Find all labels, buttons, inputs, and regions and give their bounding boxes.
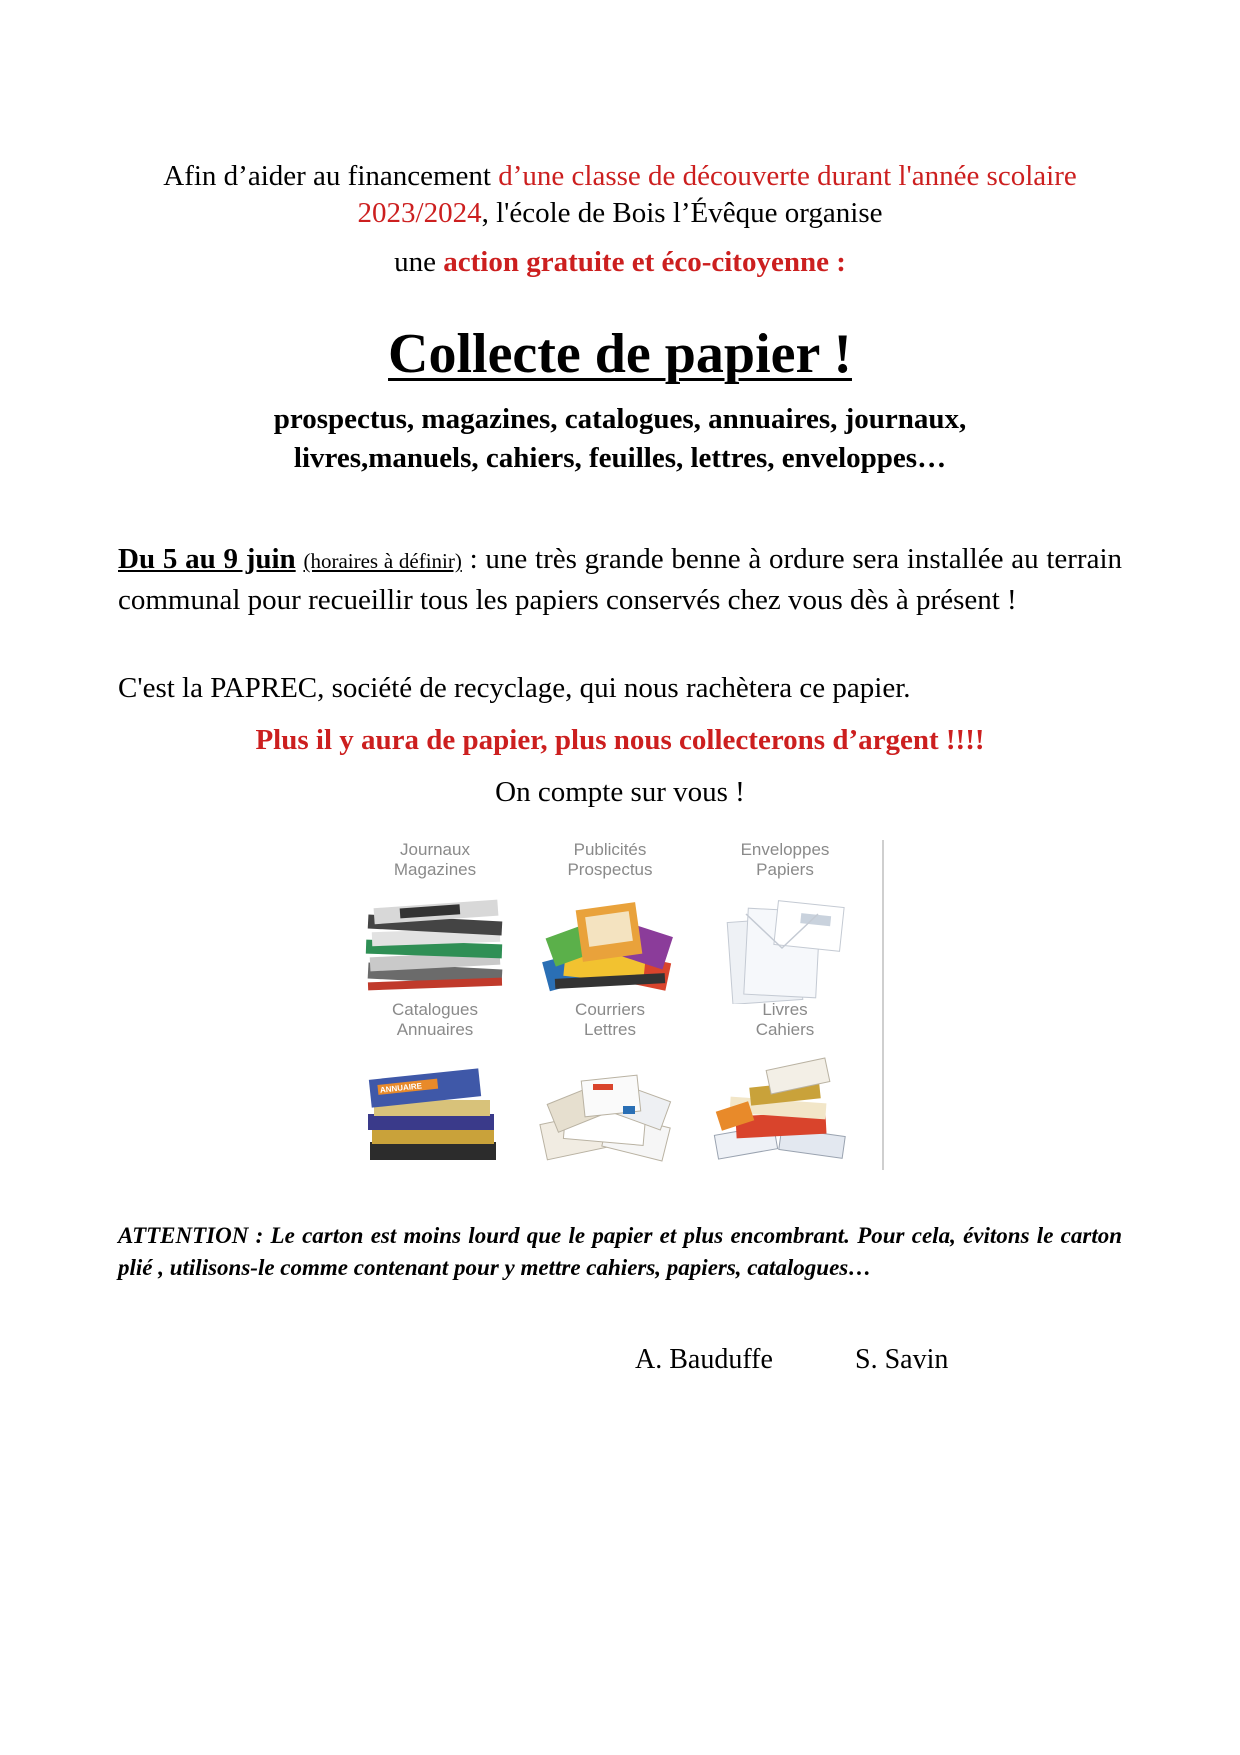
category-journaux (350, 840, 520, 1010)
category-label-line2: Lettres (584, 1020, 636, 1039)
attention-text: Le carton est moins lourd que le papier et plus encombrant. Pour cela, évitons le carton plié , utilisons-le comme contenant pour y mettre cahiers, papiers, catalogues… (118, 1223, 1123, 1280)
category-label-line1: Publicités (573, 840, 647, 859)
category-enveloppes (700, 840, 870, 1010)
event-text: : une très grande benne à ordure sera installée au terrain communal pour recueillir tous les papiers conservés chez vous dès à présent ! (118, 543, 1123, 616)
category-label (525, 1000, 695, 1040)
paprec-text: C'est la PAPREC, société de recyclage, qui nous rachètera ce papier. (118, 672, 911, 704)
encouragement-text: On compte sur vous ! (495, 776, 745, 808)
paper-types-list (120, 400, 1120, 478)
category-label-line1: Courriers (575, 1000, 645, 1019)
intro-action-highlight: action gratuite et éco-citoyenne : (443, 246, 846, 278)
catalogues-stack-icon (360, 1044, 510, 1174)
category-label (700, 1000, 870, 1040)
intro-line3 (120, 244, 1120, 281)
signature-savin: S. Savin (855, 1344, 949, 1375)
category-label (350, 840, 520, 880)
page-title: Collecte de papier ! (388, 323, 852, 385)
intro-line3-prefix: une (394, 246, 444, 278)
annuaire-label: ANNUAIRE (379, 1081, 423, 1095)
newspaper-stack-icon (360, 884, 510, 1004)
category-label-line1: Journaux (400, 840, 470, 859)
intro-highlight: d’une classe de découverte durant l'année scolaire 2023/2024 (357, 160, 1077, 229)
paper-categories-grid (350, 840, 880, 1170)
category-label (350, 1000, 520, 1040)
flyers-pile-icon (535, 884, 685, 1004)
category-label (525, 840, 695, 880)
category-label-line2: Cahiers (755, 1020, 815, 1039)
category-label (700, 840, 870, 880)
category-label-line2: Annuaires (396, 1020, 474, 1039)
category-label-line2: Magazines (393, 860, 477, 879)
category-catalogues (350, 1000, 520, 1170)
attention-label: ATTENTION : (118, 1223, 264, 1248)
event-date: Du 5 au 9 juin (118, 543, 296, 575)
category-label-line1: Livres (762, 1000, 808, 1019)
envelopes-icon (710, 884, 860, 1004)
category-label-line2: Prospectus (567, 860, 653, 879)
books-notebooks-icon (710, 1044, 860, 1174)
intro-part1: Afin d’aider au financement (163, 160, 499, 192)
paper-types-line1: prospectus, magazines, catalogues, annuaires, journaux, (273, 403, 967, 435)
letters-pile-icon (535, 1044, 685, 1174)
intro-part2: , l'école de Bois l’Évêque organise (481, 197, 883, 229)
signature-bauduffe: A. Bauduffe (635, 1344, 773, 1375)
attention-note (118, 1220, 1122, 1284)
slogan: Plus il y aura de papier, plus nous collecterons d’argent !!!! (255, 724, 985, 756)
event-paragraph (118, 540, 1122, 620)
event-hours: (horaires à définir) (303, 549, 462, 573)
category-publicites (525, 840, 695, 1010)
category-courriers (525, 1000, 695, 1170)
category-label-line2: Papiers (756, 860, 814, 879)
paper-types-line2: livres,manuels, cahiers, feuilles, lettres, enveloppes… (293, 442, 947, 474)
intro-text (120, 158, 1120, 232)
grid-divider (882, 840, 884, 1170)
category-livres (700, 1000, 870, 1170)
category-label-line1: Enveloppes (740, 840, 830, 859)
category-label-line1: Catalogues (391, 1000, 478, 1019)
